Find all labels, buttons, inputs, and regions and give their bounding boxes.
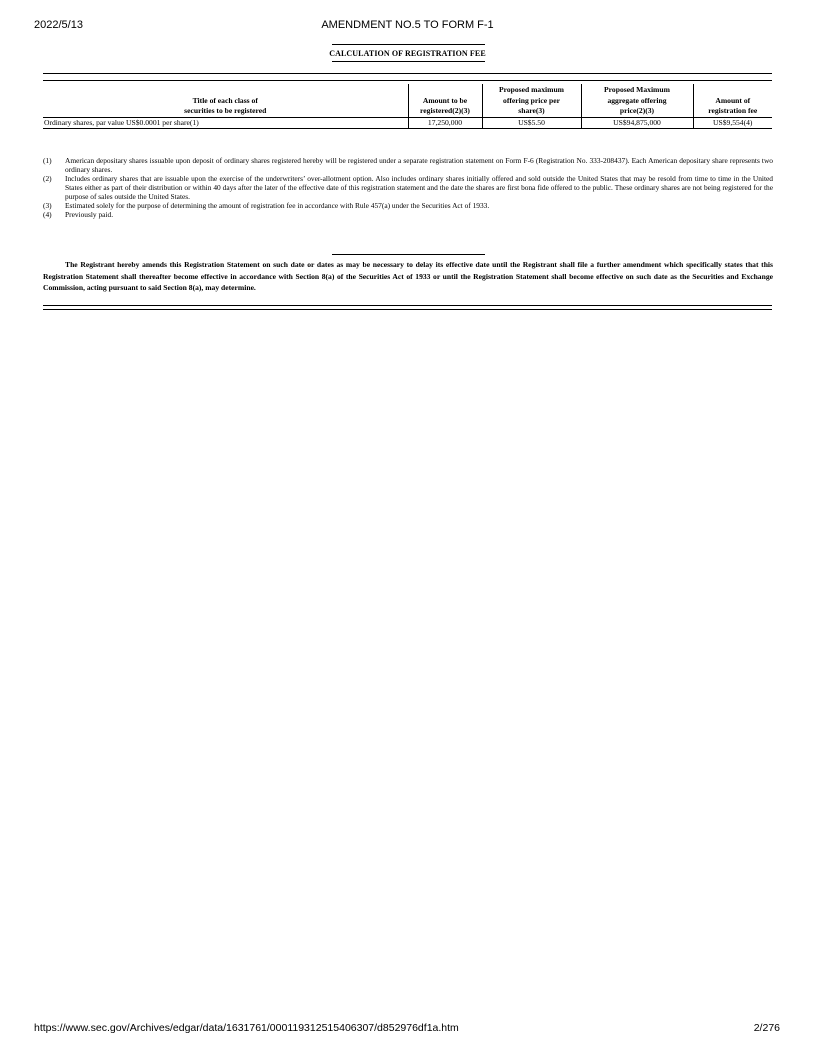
section-title-bottom-rule [332, 61, 485, 62]
cell-security-class: Ordinary shares, par value US$0.0001 per share(1) [43, 117, 408, 129]
header-max-aggregate-price [581, 84, 693, 117]
footnote-number: (4) [43, 210, 52, 219]
cell-amount-registered: 17,250,000 [408, 117, 482, 129]
end-double-rule-bottom [43, 309, 772, 310]
footnotes [43, 156, 773, 219]
table-top-rule-2 [43, 80, 772, 81]
source-url: https://www.sec.gov/Archives/edgar/data/1631761/000119312515406307/d852976df1a.htm [34, 1022, 459, 1034]
delaying-amendment-statement: The Registrant hereby amends this Registration Statement on such date or dates as may be necessary to delay its effective date until the Registrant shall file a further amendment which specifically states that this Registration Statement shall thereafter become effective in accordance with Section 8(a) of the Securities Act of 1933 or until the Registration Statement shall become effective on such date as the Securities and Exchange Commission, acting pursuant to said Section 8(a), may determine. [43, 260, 773, 292]
header-line: aggregate offering [607, 95, 667, 105]
cell-registration-fee: US$9,554(4) [693, 117, 772, 129]
footnote [43, 210, 773, 219]
page-number: 2/276 [753, 1022, 780, 1034]
header-max-price-per-share [482, 84, 581, 117]
header-line: Title of each class of [192, 95, 258, 105]
cell-max-aggregate-price: US$94,875,000 [581, 117, 693, 129]
header-title-of-class [43, 84, 408, 117]
cell-max-price-per-share: US$5.50 [482, 117, 581, 129]
table-row [43, 117, 772, 129]
footnote-text: Estimated solely for the purpose of determining the amount of registration fee in accordance with Rule 457(a) under the Securities Act of 1933. [65, 201, 490, 210]
header-line: Amount to be [422, 95, 468, 105]
print-date: 2022/5/13 [34, 19, 83, 31]
footnote-text: American depositary shares issuable upon deposit of ordinary shares registered hereby will be registered under a separate registration statement on Form F-6 (Registration No. 333-208437). Each American depositary share represents two ordinary shares. [65, 156, 773, 174]
footnote [43, 174, 773, 201]
end-double-rule-top [43, 305, 772, 306]
header-line: price(2)(3) [619, 106, 655, 115]
header-registration-fee [693, 84, 772, 117]
header-line: share(3) [518, 106, 545, 115]
header-line: offering price per [503, 95, 560, 105]
header-amount-registered [408, 84, 482, 117]
header-line: Proposed maximum [498, 85, 565, 94]
footnote-number: (2) [43, 174, 52, 183]
section-title: CALCULATION OF REGISTRATION FEE [329, 49, 486, 58]
footnote-text: Previously paid. [65, 210, 114, 219]
footnote-number: (1) [43, 156, 52, 165]
header-line: Proposed Maximum [604, 85, 670, 94]
print-page-title: AMENDMENT NO.5 TO FORM F-1 [321, 19, 494, 31]
footnote [43, 201, 773, 210]
section-title-top-rule [332, 44, 485, 45]
header-line: Amount of [715, 95, 751, 105]
header-line: registration fee [708, 106, 758, 115]
footnote [43, 156, 773, 174]
fee-table-header-row [43, 84, 772, 117]
header-line: securities to be registered [184, 106, 267, 115]
footnote-number: (3) [43, 201, 52, 210]
header-line: registered(2)(3) [420, 106, 470, 115]
registration-fee-table [43, 84, 772, 129]
table-top-rule [43, 73, 772, 74]
statement-separator-rule [332, 254, 485, 255]
footnote-text: Includes ordinary shares that are issuable upon the exercise of the underwriters’ over-allotment option. Also includes ordinary shares initially offered and sold outside the United States that may be resold from time to time in the United States either as part of their distribution or within 40 days after the later of the effective date of this registration statement and the date the shares are first bona fide offered to the public. These ordinary shares are not being registered for the purpose of sales outside the United States. [65, 174, 773, 201]
